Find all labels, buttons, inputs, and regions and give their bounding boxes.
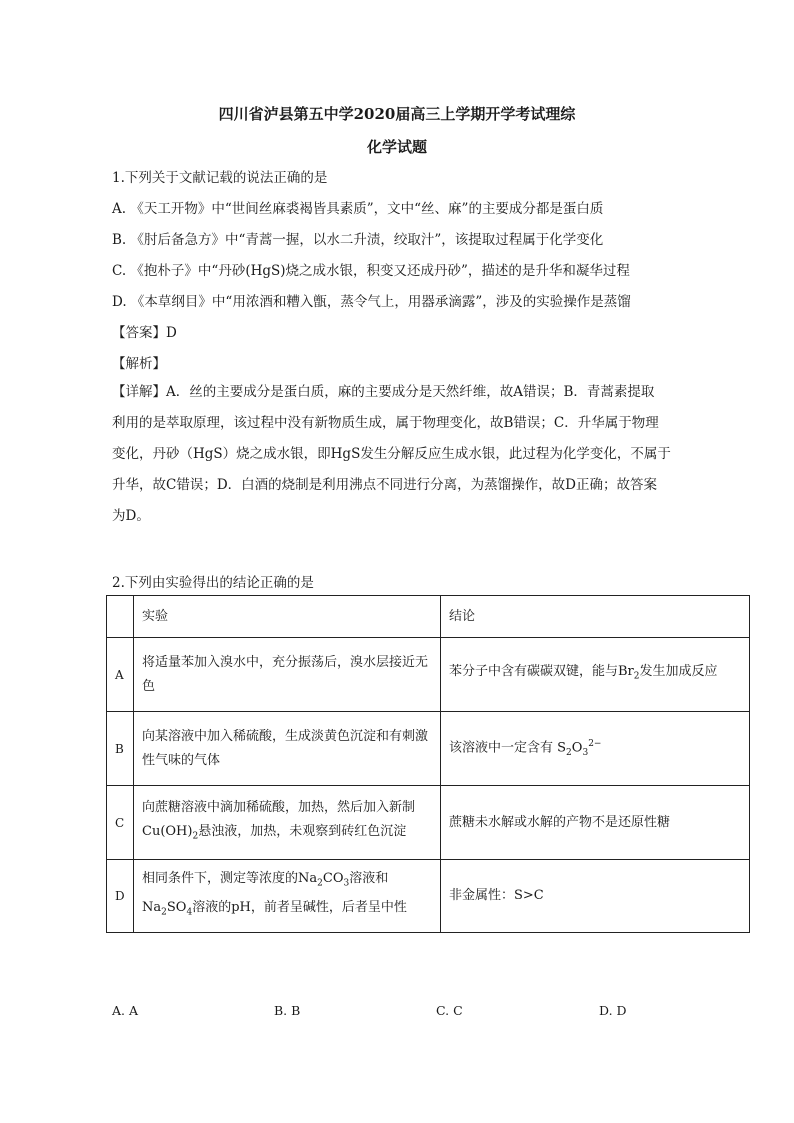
q1-option-d: D. 《本草纲目》中“用浓酒和糟入甑，蒸令气上，用器承滴露”，涉及的实验操作是蒸馏 [112,294,631,310]
row-experiment: 将适量苯加入溴水中，充分振荡后，溴水层接近无色 [134,638,441,712]
row-conclusion: 苯分子中含有碳碳双键，能与$Br_2$发生加成反应 [441,638,750,712]
q1-analysis-label: 【解析】 [112,356,166,372]
row-experiment: 相同条件下，测定等浓度的$Na_2CO_3$溶液和$Na_2SO_4$溶液的pH，前者呈碱性，后者呈中性 [134,860,441,933]
q1-stem: 1.下列关于文献记载的说法正确的是 [112,170,328,186]
q1-option-c: C. 《抱朴子》中“丹砂(HgS)烧之成水银，积变又还成丹砂”，描述的是升华和凝华过程 [112,263,630,279]
table-row [107,638,750,712]
table-header-conclusion: 结论 [441,596,750,638]
table-row [107,712,750,786]
q1-option-a: A. 《天工开物》中“世间丝麻裘褐皆具素质”，文中“丝、麻”的主要成分都是蛋白质 [112,201,604,217]
table-row [107,786,750,860]
q2-stem: 2.下列由实验得出的结论正确的是 [112,575,314,591]
q2-option-b: B. B [274,1003,301,1018]
q2-option-c: C. C [436,1003,463,1018]
row-label: A [107,638,134,712]
row-experiment: 向蔗糖溶液中滴加稀硫酸，加热，然后加入新制$Cu(OH)_2$悬浊液，加热，未观察到砖红色沉淀 [134,786,441,860]
row-experiment: 向某溶液中加入稀硫酸，生成淡黄色沉淀和有刺激性气味的气体 [134,712,441,786]
row-label: B [107,712,134,786]
q1-detail [112,377,692,532]
page-subtitle: 化学试题 [366,138,427,156]
q2-option-d: D. D [599,1003,627,1018]
q2-option-a: A. A [112,1003,139,1018]
row-label: D [107,860,134,933]
q1-answer: 【答案】D [112,325,177,341]
table-header-row [107,596,750,638]
row-label: C [107,786,134,860]
row-conclusion: 蔗糖未水解或水解的产物不是还原性糖 [441,786,750,860]
row-conclusion: 该溶液中一定含有 $S_2O_3^{2-}$ [441,712,750,786]
q1-detail-line: 【详解】A．丝的主要成分是蛋白质，麻的主要成分是天然纤维，故A错误；B．青蒿素提取 [112,384,655,400]
table-header-experiment: 实验 [134,596,441,638]
table-header-empty [107,596,134,638]
q1-detail-line: 利用的是萃取原理，该过程中没有新物质生成，属于物理变化，故B错误；C．升华属于物理 [112,415,659,431]
q1-detail-line: 为D。 [112,508,150,524]
q1-detail-line: 变化，丹砂（HgS）烧之成水银，即HgS发生分解反应生成水银，此过程为化学变化，不属于 [112,446,671,462]
table-row [107,860,750,933]
q1-detail-line: 升华，故C错误；D．白酒的烧制是利用沸点不同进行分离，为蒸馏操作，故D正确；故答案 [112,477,657,493]
q1-option-b: B. 《肘后备急方》中“青蒿一握，以水二升渍，绞取汁”，该提取过程属于化学变化 [112,232,604,248]
page-title: 四川省泸县第五中学2020届高三上学期开学考试理综 [218,105,576,123]
experiment-table [106,595,750,933]
row-conclusion: 非金属性：S>C [441,860,750,933]
